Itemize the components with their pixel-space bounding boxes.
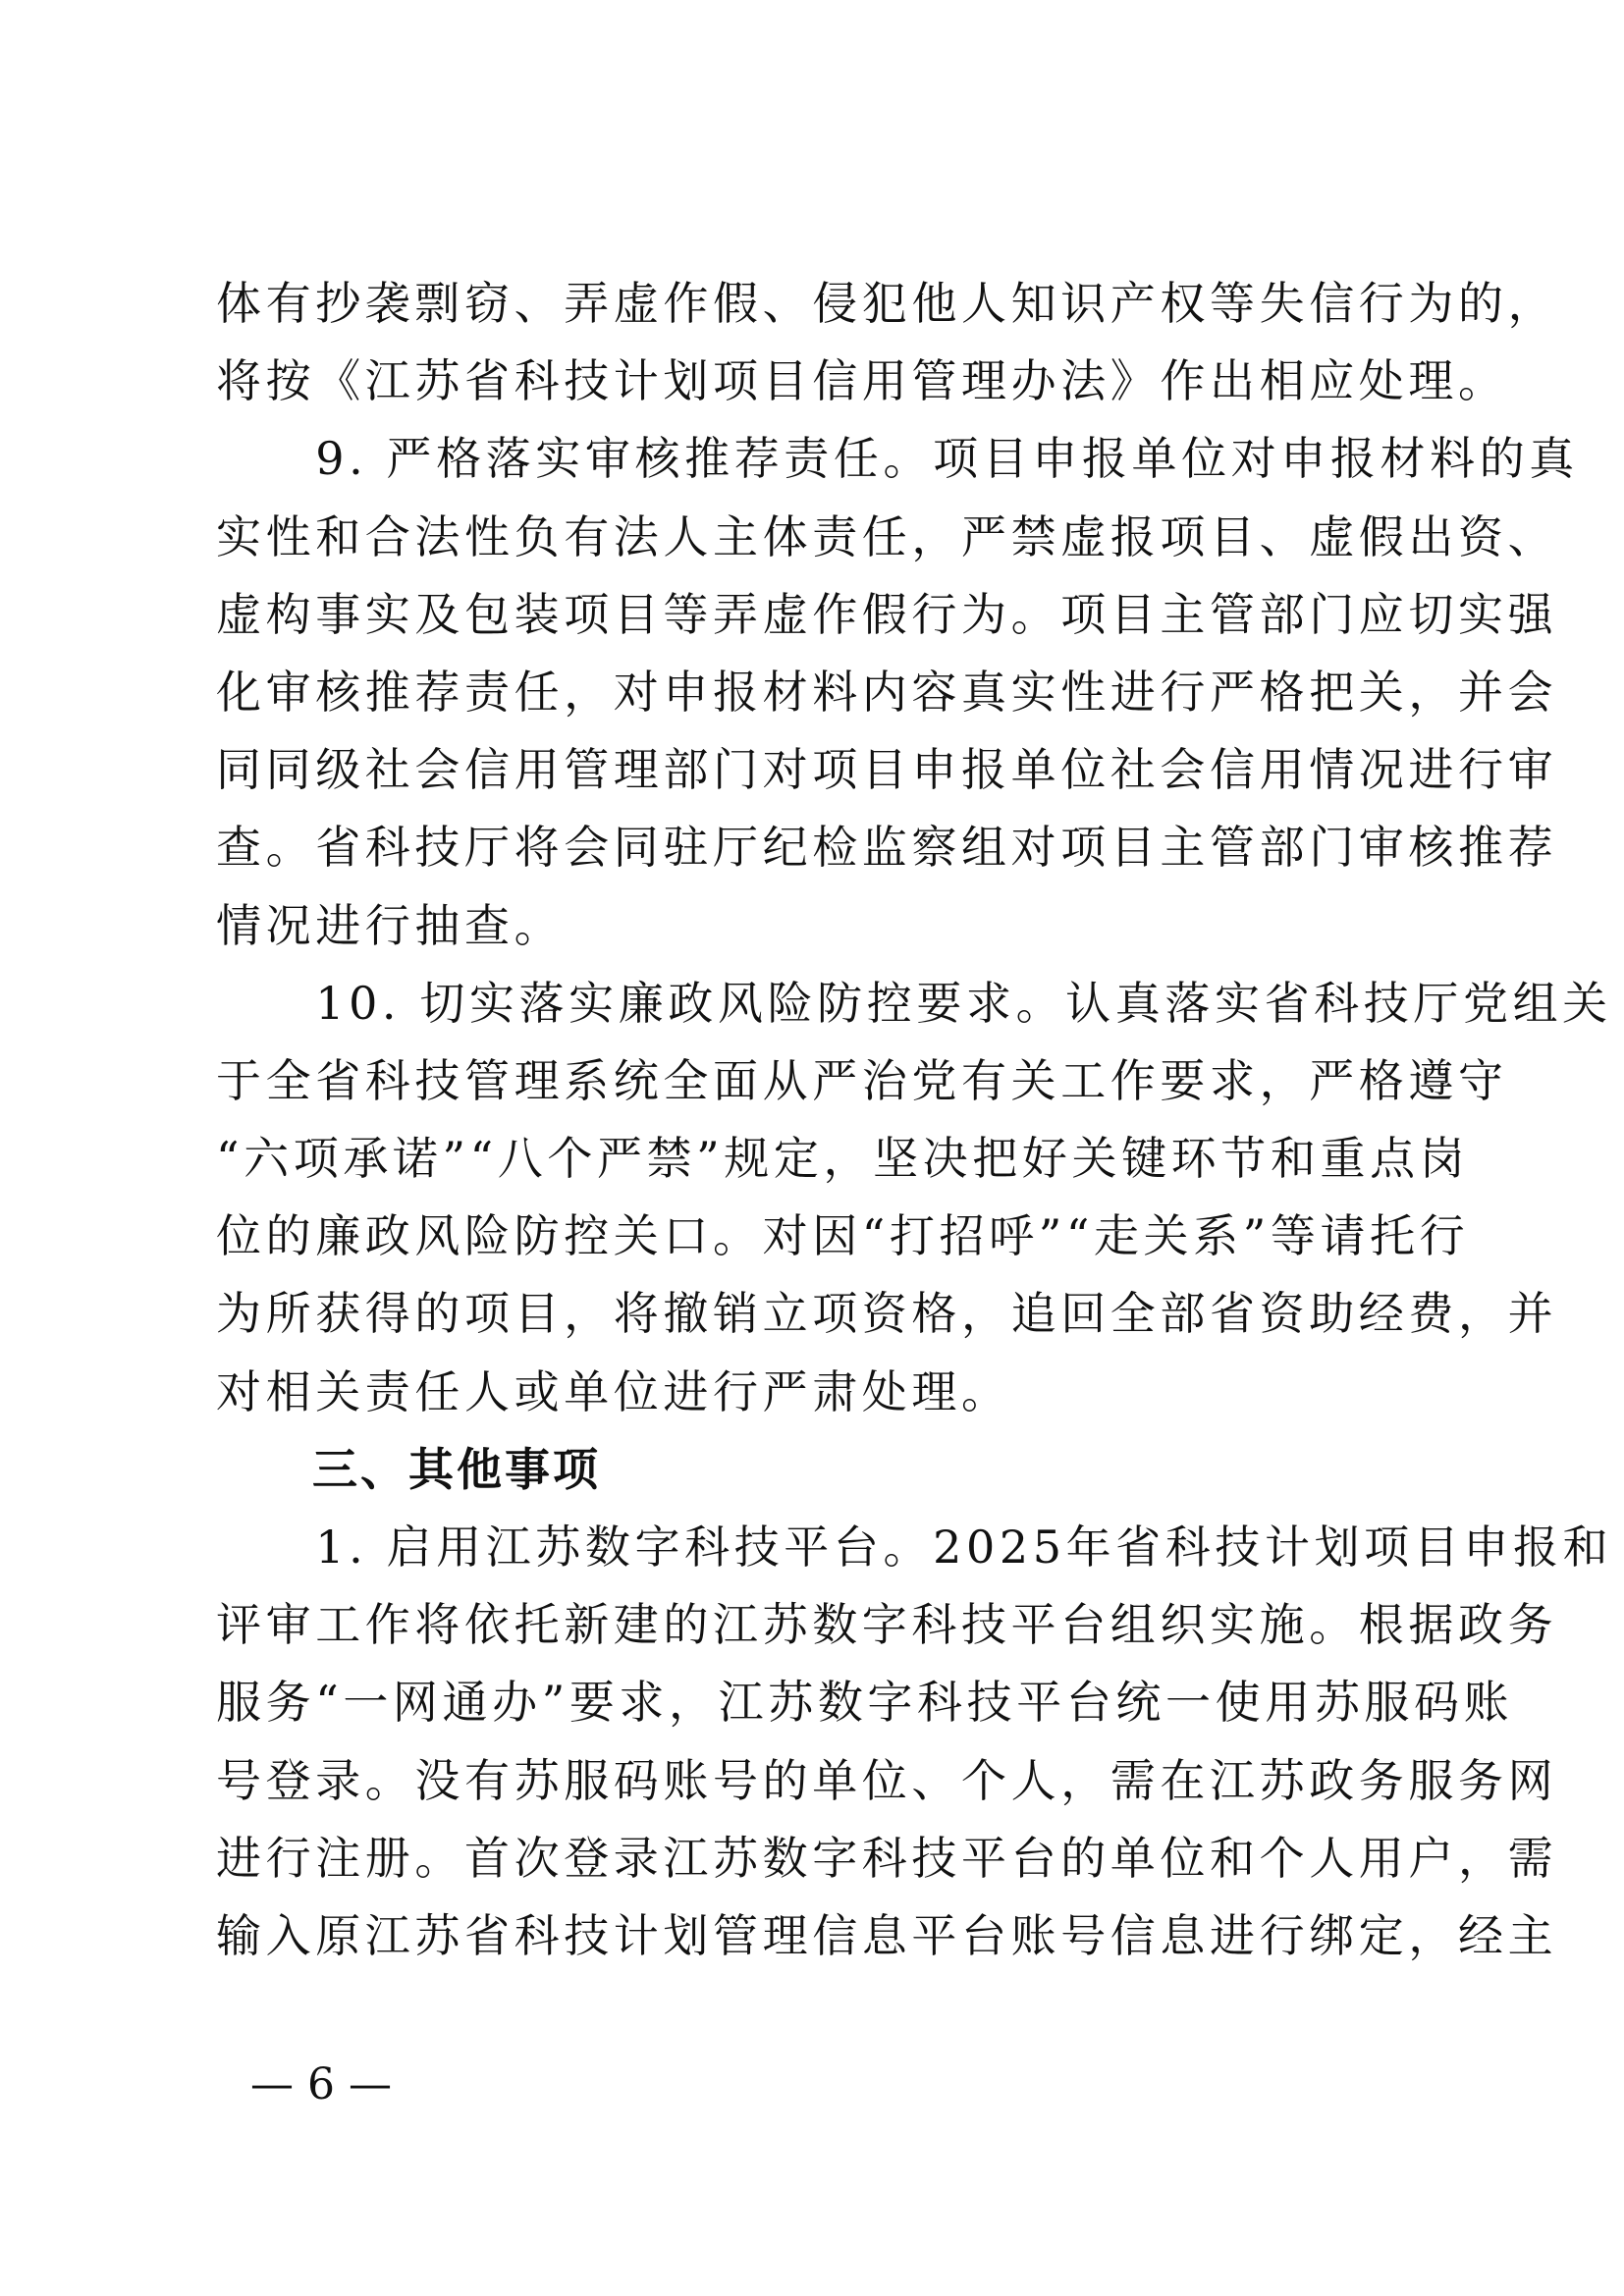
body-line: 进行注册。首次登录江苏数字科技平台的单位和个人用户，需	[216, 1831, 1558, 1885]
body-line: 于全省科技管理系统全面从严治党有关工作要求，严格遵守	[216, 1053, 1508, 1107]
body-line: 位的廉政风险防控关口。对因“打招呼”“走关系”等请托行	[216, 1209, 1470, 1263]
section-heading: 三、其他事项	[216, 1442, 601, 1496]
body-line: 同同级社会信用管理部门对项目申报单位社会信用情况进行审	[216, 743, 1558, 797]
page-number: — 6 —	[250, 2059, 392, 2109]
body-line: 1. 启用江苏数字科技平台。2025年省科技计划项目申报和	[216, 1521, 1613, 1574]
body-line: 输入原江苏省科技计划管理信息平台账号信息进行绑定，经主	[216, 1908, 1558, 1962]
body-line: 10. 切实落实廉政风险防控要求。认真落实省科技厅党组关	[216, 976, 1612, 1030]
body-line: 虚构事实及包装项目等弄虚作假行为。项目主管部门应切实强	[216, 587, 1558, 641]
body-line: 评审工作将依托新建的江苏数字科技平台组织实施。根据政务	[216, 1598, 1558, 1652]
body-line: 号登录。没有苏服码账号的单位、个人，需在江苏政务服务网	[216, 1753, 1558, 1807]
body-line: 实性和合法性负有法人主体责任，严禁虚报项目、虚假出资、	[216, 509, 1558, 563]
body-line: 情况进行抽查。	[216, 898, 565, 952]
document-body	[216, 265, 1613, 1975]
body-line: 为所获得的项目，将撤销立项资格，追回全部省资助经费，并	[216, 1287, 1558, 1341]
body-line: 查。省科技厅将会同驻厅纪检监察组对项目主管部门审核推荐	[216, 821, 1558, 875]
body-line: 体有抄袭剽窃、弄虚作假、侵犯他人知识产权等失信行为的，	[216, 277, 1558, 330]
body-line: 将按《江苏省科技计划项目信用管理办法》作出相应处理。	[216, 354, 1508, 408]
body-line: “六项承诺”“八个严禁”规定，坚决把好关键环节和重点岗	[216, 1132, 1470, 1186]
body-line: 对相关责任人或单位进行严肃处理。	[216, 1364, 1011, 1418]
body-line: 化审核推荐责任，对申报材料内容真实性进行严格把关，并会	[216, 665, 1558, 719]
body-line: 9. 严格落实审核推荐责任。项目申报单位对申报材料的真	[216, 432, 1579, 486]
body-line: 服务“一网通办”要求，江苏数字科技平台统一使用苏服码账	[216, 1676, 1514, 1730]
